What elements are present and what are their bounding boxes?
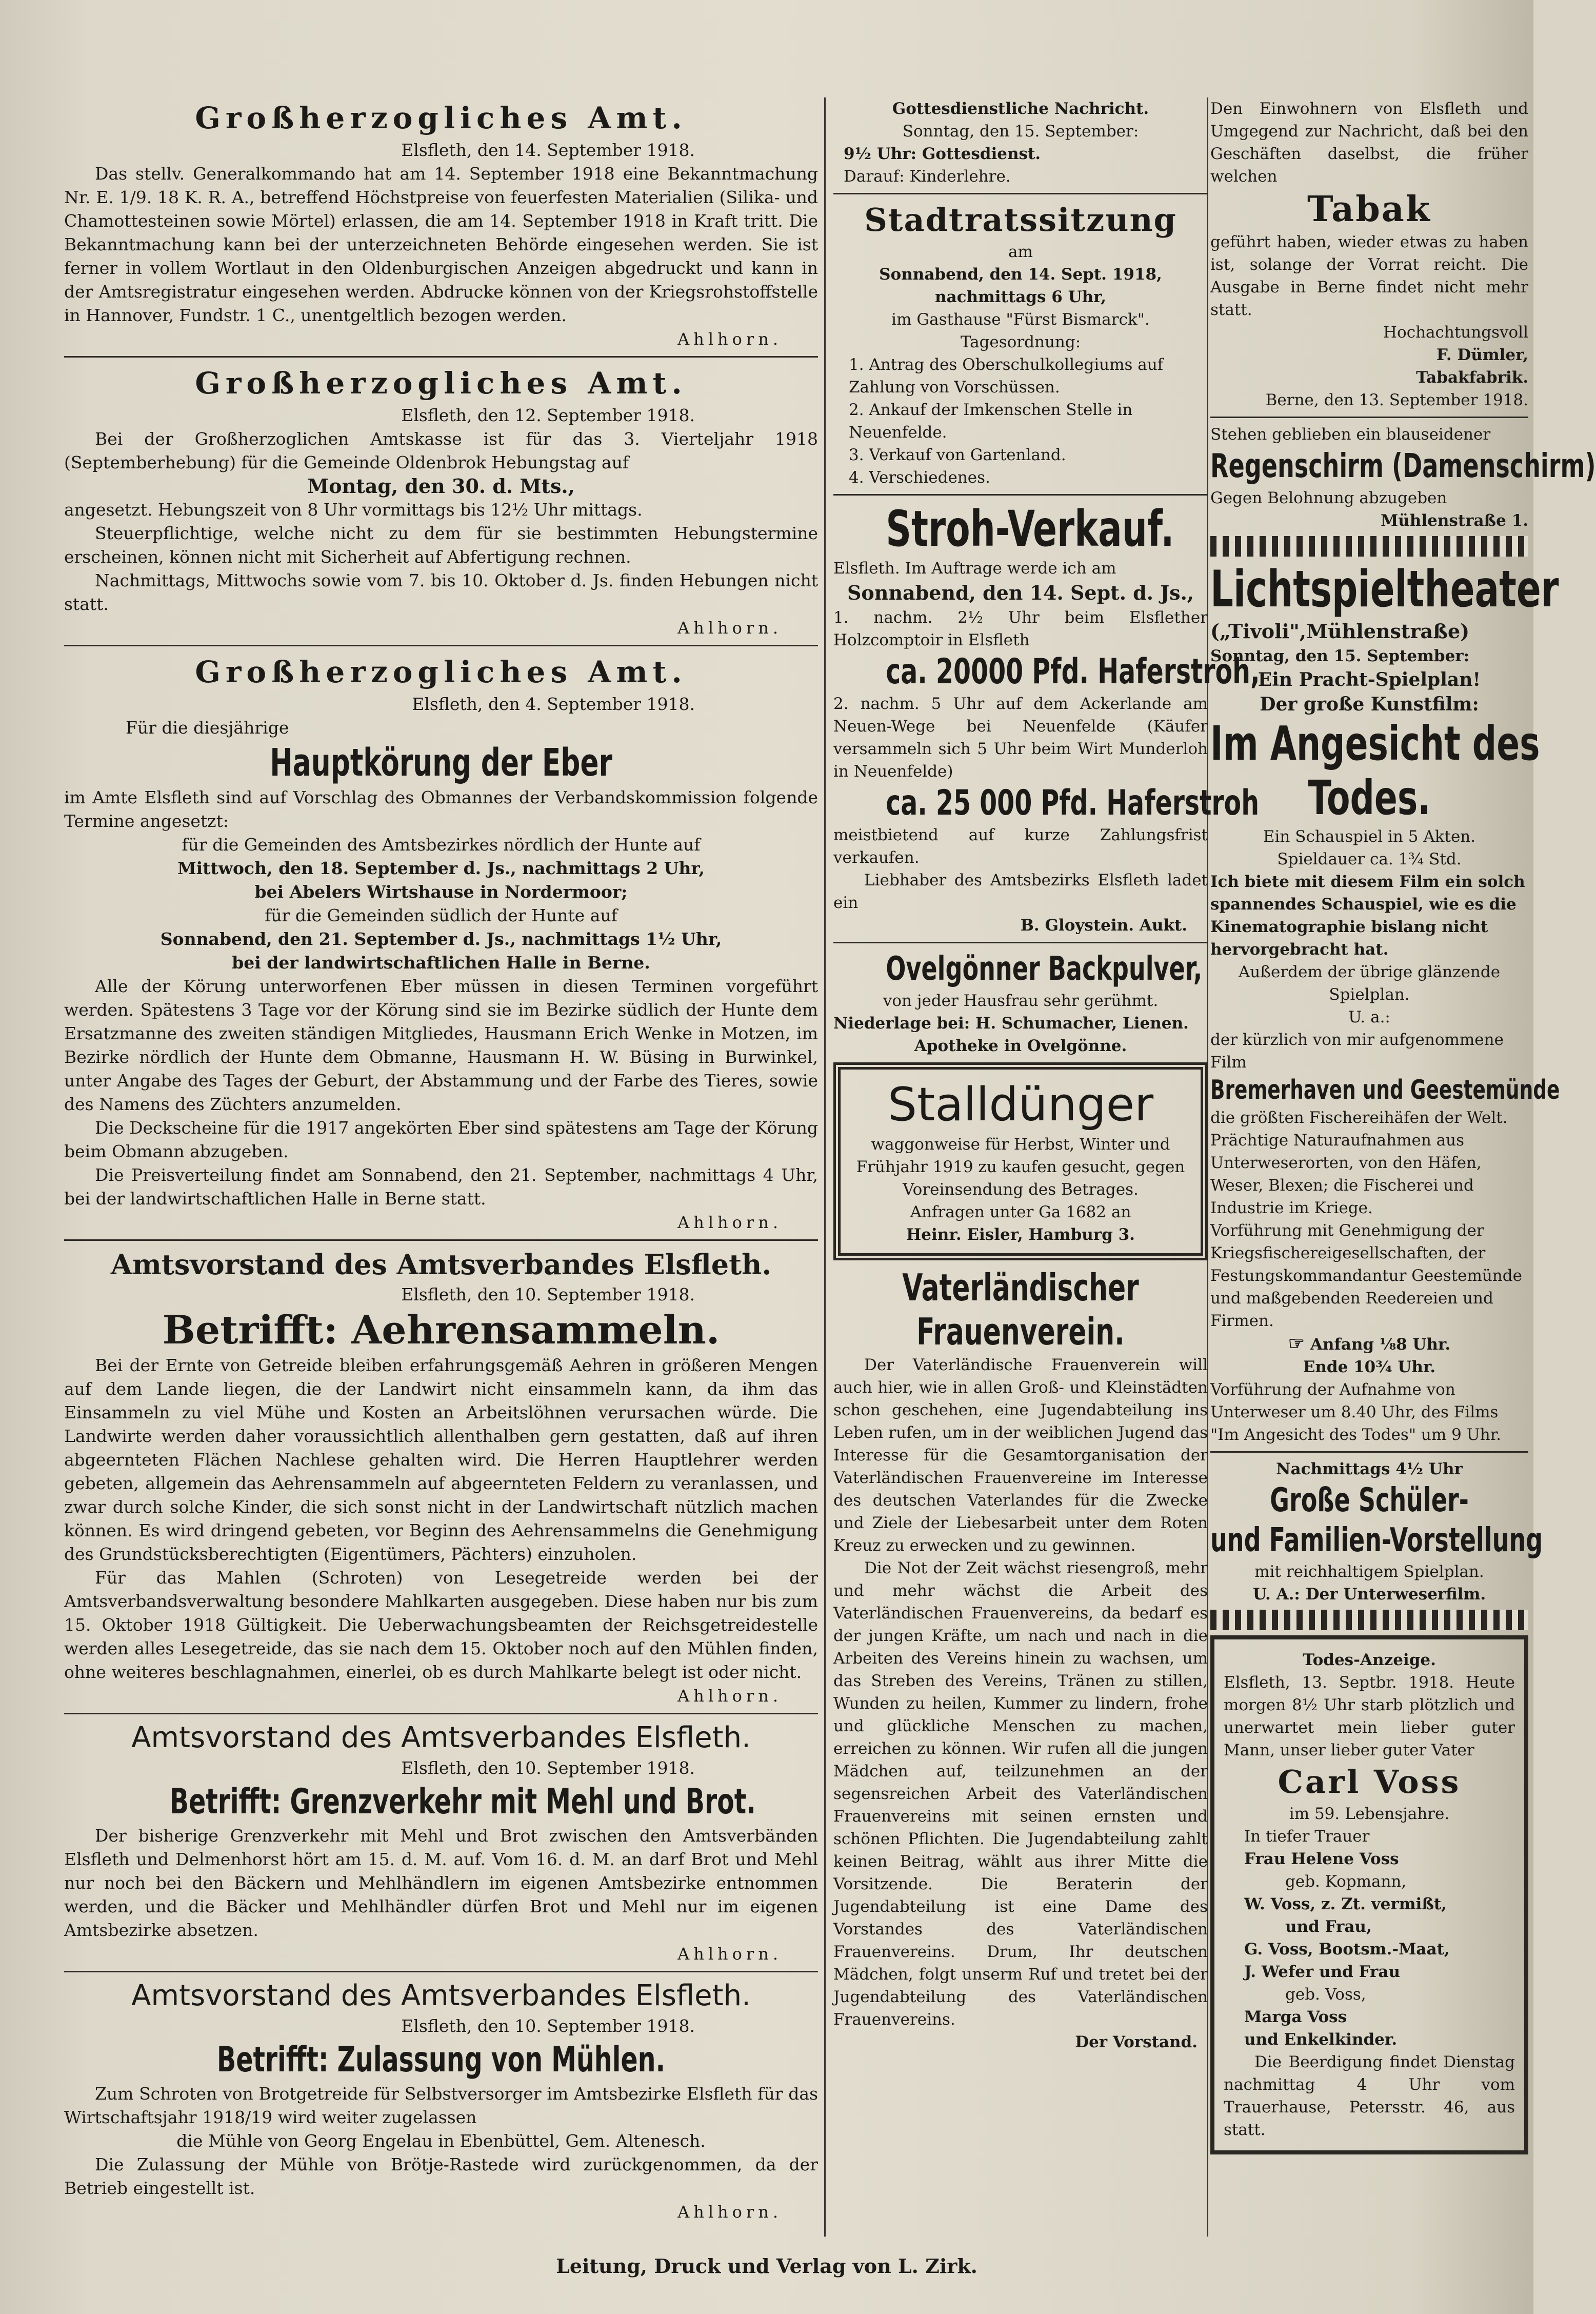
ad-where: im Gasthause "Fürst Bismarck". <box>891 310 1150 329</box>
ad-signature: B. Gloystein. Aukt. <box>1020 916 1187 935</box>
mourner: Marga Voss <box>1244 2008 1347 2026</box>
ad-text: Der Vaterländische Frauenverein will auch hier, wie in allen Groß- und Kleinstädten schon geschehen, eine Jugendabteilung ins Leben rufen, um in der weiblichen Jugend das Interesse für die Gesamtorganisation der Vaterländischen Frauenvereine im Interesse des deutschen Vaterlandes für die Zwecke und Ziele der Liebesarbeit unter dem Roten Kreuz zu erwecken und zu gewinnen. <box>833 1356 1208 1555</box>
film-title: Im Angesicht des <box>1210 716 1540 771</box>
notice-hoechstpreise <box>64 97 818 351</box>
mourner: W. Voss, z. Zt. vermißt, <box>1244 1895 1447 1913</box>
ad-line: Ende 10¾ Uhr. <box>1303 1358 1436 1376</box>
ad-amount: ca. 25 000 Pfd. Haferstroh <box>886 783 1260 823</box>
ad-sign: Hochachtungsvoll <box>1383 323 1528 342</box>
notice-text: Die Deckscheine für die 1917 angekörten Eber sind spätestens am Tage der Körung beim Obmann abzugeben. <box>64 1118 818 1161</box>
agenda-item: 2. Ankauf der Imkenschen Stelle in Neuenfelde. <box>849 401 1133 442</box>
divider <box>64 645 818 646</box>
ad-death-notice <box>1210 1635 1528 2154</box>
notice-text: Das stellv. Generalkommando hat am 14. September 1918 eine Bekanntmachung Nr. E. 1/9. 18 K. R. A., betreffend Höchstpreise von feuerfesten Materialien (Silika- und Chamottesteinen sowie Mörtel) erlassen, die am 14. September 1918 in Kraft tritt. Die Bekanntmachung kann bei der unterzeichneten Behörde eingesehen werden. Sie ist ferner in vollem Wortlaut in den Oldenburgischen Anzeigen abgedruckt und kann in der Amtsregistratur eingesehen werden. Abdrucke können von der Kriegsrohstoffstelle in Hannover, Fundstr. 1 C., unentgeltlich bezogen werden. <box>64 164 818 325</box>
agenda-item: 1. Antrag des Oberschulkollegiums auf Zahlung von Vorschüssen. <box>849 355 1164 397</box>
notice-signature: Ahlhorn. <box>677 1686 782 1706</box>
ad-text: Stehen geblieben ein blauseidener <box>1210 425 1491 444</box>
ad-line: mit reichhaltigem Spielplan. <box>1254 1563 1484 1581</box>
ad-text: Den Einwohnern von Elsfleth und Umgegend zur Nachricht, daß bei den Geschäften daselbst, die früher welchen <box>1210 100 1528 186</box>
notice-text: Alle der Körung unterworfenen Eber müssen in diesen Terminen vorgeführt werden. Spätestens 3 Tage vor der Körung sind sie im Bezirke südlich der Hunte dem Ersatzmanne des zweiten ständigen Mitgliedes, Hausmann Erich Wenke in Motzen, im Bezirke nördlich der Hunte dem Obmanne, Hausmann H. W. Büsing in Burwinkel, unter Angabe des Tages der Geburt, der Abstammung und der Farbe des Tieres, sowie des Namens des Züchters anzumelden. <box>64 976 818 1114</box>
mourner: und Frau, <box>1285 1917 1372 1936</box>
notice-date: Elsfleth, den 10. September 1918. <box>401 2016 695 2036</box>
ad-line: Ein Schauspiel in 5 Akten. <box>1263 827 1476 846</box>
ad-date: Sonntag, den 15. September: <box>1210 647 1470 665</box>
notice-hebungstag <box>64 363 818 640</box>
ad-text: von jeder Hausfrau sehr gerühmt. <box>883 992 1159 1010</box>
ad-line: Der große Kunstfilm: <box>1260 694 1479 715</box>
ad-date: Berne, den 13. September 1918. <box>1265 391 1528 409</box>
notice-text: im Amte Elsfleth sind auf Vorschlag des Obmannes der Verbandskommission folgende Termine angesetzt: <box>64 787 818 831</box>
ad-line <box>1210 1332 1528 1356</box>
ad-stallduenger <box>833 1062 1208 1260</box>
divider <box>64 1713 818 1714</box>
ad-text: Elsfleth. Im Auftrage werde ich am <box>833 559 1116 578</box>
notice-grenzverkehr <box>64 1719 818 1966</box>
ad-headline: und Familien-Vorstellung <box>1210 1521 1543 1559</box>
notice-title: Amtsvorstand des Amtsverbandes Elsfleth. <box>131 1979 751 2012</box>
notice-headline: Hauptkörung der Eber <box>270 741 612 785</box>
ad-line: die größten Fischereihäfen der Welt. Prächtige Naturaufnahmen aus Unterweserorten, von den Häfen, Weser, Blexen; die Fischerei und Industrie im Kriege. <box>1210 1109 1508 1217</box>
notice-line: bei der landwirtschaftlichen Halle in Berne. <box>232 953 650 973</box>
notice-signature: Ahlhorn. <box>677 1213 782 1232</box>
notice-text: Die Preisverteilung findet am Sonnabend, den 21. September, nachmittags 4 Uhr, bei der landwirtschaftlichen Halle in Berne statt. <box>64 1165 818 1209</box>
ad-text: meistbietend auf kurze Zahlungsfrist verkaufen. <box>833 826 1208 867</box>
notice-text: Steuerpflichtige, welche nicht zu dem für sie bestimmten Hebungstermine erscheinen, können nicht mit Sicherheit auf Abfertigung rechnen. <box>64 523 818 567</box>
notice-text: Die Zulassung der Mühle von Brötje-Rastede wird zurückgenommen, da der Betrieb eingestellt ist. <box>64 2154 818 2198</box>
ad-line: Ich biete mit diesem Film ein solch spannendes Schauspiel, wie es die Kinematographie bislang nicht hervorgebracht hat. <box>1210 873 1525 959</box>
ad-line: Spieldauer ca. 1¾ Std. <box>1277 850 1462 868</box>
ad-church <box>833 97 1208 188</box>
ad-line: der kürzlich von mir aufgenommene Film <box>1210 1031 1504 1072</box>
ad-umbrella <box>1210 423 1596 532</box>
notice-signature: Ahlhorn. <box>677 618 782 638</box>
ad-title: Regenschirm (Damenschirm) <box>1210 447 1596 485</box>
ad-frauenverein <box>833 1265 1208 2053</box>
ad-line: Darauf: Kinderlehre. <box>844 167 1011 186</box>
notice-title: Amtsvorstand des Amtsverbandes Elsfleth. <box>110 1248 772 1281</box>
notice-title: Großherzogliches Amt. <box>195 366 687 401</box>
notice-date: Elsfleth, den 14. September 1918. <box>401 140 695 160</box>
ad-offer: Anfragen unter Ga 1682 an <box>910 1203 1131 1221</box>
notice-text: die Mühle von Georg Engelau in Ebenbüttel, Gem. Altenesch. <box>176 2131 706 2151</box>
ad-text: am <box>1008 243 1033 261</box>
notice-title: Großherzogliches Amt. <box>195 101 687 135</box>
ad-when: Sonnabend, den 14. Sept. d. Js., <box>847 581 1194 604</box>
notice-title: Großherzogliches Amt. <box>195 655 687 689</box>
divider <box>833 942 1208 943</box>
notice-line: für die Gemeinden des Amtsbezirkes nördlich der Hunte auf <box>182 835 701 855</box>
mourner: geb. Voss, <box>1285 1985 1366 2004</box>
notice-text: Der bisherige Grenzverkehr mit Mehl und Brot zwischen den Amtsverbänden Elsfleth und Delmenhorst hört am 15. d. M. auf. Vom 16. d. M. an darf Brot und Mehl nur noch bei den Bäckern und Mehlhändlern im eigenen Amtsbezirke entnommen werden, und die Bäcker und Mehlhändler dürfen Brot und Mehl nur im eigenen Amtsbezirke absetzen. <box>64 1826 818 1940</box>
notice-date: Elsfleth, den 12. September 1918. <box>401 405 695 425</box>
ad-line: Ein Pracht-Spielplan! <box>1258 669 1481 690</box>
notice-text: Zum Schroten von Brotgetreide für Selbstversorger im Amtsbezirke Elsfleth für das Wirtschaftsjahr 1918/19 wird weiter zugelassen <box>64 2084 818 2127</box>
ad-text: Die Beerdigung findet Dienstag nachmittag 4 Uhr vom Trauerhause, Petersstr. 46, aus statt. <box>1224 2053 1515 2139</box>
film-title: Todes. <box>1308 770 1431 825</box>
column-left <box>64 97 818 2224</box>
ad-text: Gegen Belohnung abzugeben <box>1210 489 1447 507</box>
divider <box>64 356 818 358</box>
ad-title: Ovelgönner Backpulver, <box>886 950 1203 988</box>
ad-text: Elsfleth, 13. Septbr. 1918. Heute morgen 8½ Uhr starb plötzlich und unerwartet mein lieber guter Mann, unser lieber guter Vater <box>1224 1673 1515 1759</box>
notice-title: Amtsvorstand des Amtsverbandes Elsfleth. <box>131 1721 751 1754</box>
notice-date: Elsfleth, den 10. September 1918. <box>401 1758 695 1778</box>
column-rule-1 <box>824 97 826 2237</box>
notice-text: Für das Mahlen (Schroten) von Lesegetreide werden bei der Amtsverbandsverwaltung besondere Mahlkarten ausgegeben. Diese haben nur bis zum 15. Oktober 1918 Gültigkeit. Die Ueberwachungsbeamten der Reichsgetreidestelle werden alles Lesegetreide, das sie nach dem 15. Oktober noch auf den Mühlen finden, ohne weiteres beschlagnahmen, einerlei, ob es durch Mahlkarte belegt ist oder nicht. <box>64 1568 818 1682</box>
notice-text: Bei der Ernte von Getreide bleiben erfahrungsgemäß Aehren in größeren Mengen auf dem Lande liegen, die der Landwirt nicht einsammeln kann, da ihm das Einsammeln zu viel Mühe und Kosten an Arbeitslöhnen verursachen würde. Die Landwirte werden daher voraussichtlich allenthalben gern gestatten, daß auf ihren abgeernteten Flächen Nachlese gehalten wird. Die Herren Hauptlehrer werden gebeten, allgemein das Aehrensammeln auf abgeernteten Feldern zu veranlassen, und zwar durch solche Kinder, die sich sonst nicht in der Landwirtschaft nützlich machen können. Es wird dringend gebeten, vor Beginn des Aehrensammelns die Genehmigung des Grundstücksberechtigten (Eigentümers, Pächters) einzuholen. <box>64 1355 818 1564</box>
ad-title: Lichtspieltheater <box>1210 560 1559 619</box>
ad-line: Nachmittags 4½ Uhr <box>1276 1460 1463 1478</box>
notice-hauptkoerung <box>64 651 818 1234</box>
notice-muehlen <box>64 1977 818 2224</box>
notice-headline: Betrifft: Zulassung von Mühlen. <box>216 2040 666 2080</box>
notice-pretext: Für die diesjährige <box>126 718 289 738</box>
ad-date: Sonntag, den 15. September: <box>902 122 1139 141</box>
ad-line: Außerdem der übrige glänzende Spielplan. <box>1238 963 1501 1004</box>
divider <box>1210 417 1528 418</box>
ad-address: Heinr. Eisler, Hamburg 3. <box>906 1225 1135 1244</box>
border-stripe <box>1210 1610 1528 1630</box>
ad-sign: F. Dümler, <box>1436 346 1528 364</box>
ad-backpulver <box>833 948 1208 1057</box>
ad-text: Apotheke in Ovelgönne. <box>914 1037 1127 1055</box>
notice-headline: Betrifft: Aehrensammeln. <box>162 1307 720 1353</box>
ad-text: 2. nachm. 5 Uhr auf dem Ackerlande am Neuen-Wege bei Neuenfelde (Käufer versammeln sich 5 Uhr beim Wirt Munderloh in Neuenfelde) <box>833 695 1208 781</box>
notice-signature: Ahlhorn. <box>677 1944 782 1964</box>
ad-text: Niederlage bei: H. Schumacher, Lienen. <box>833 1014 1189 1033</box>
ad-line: Bremerhaven und Geestemünde <box>1210 1075 1560 1105</box>
ad-text: waggonweise für Herbst, Winter und Frühjahr 1919 zu kaufen gesucht, gegen Voreinsendung des Betrages. <box>856 1135 1185 1199</box>
ad-text: im 59. Lebensjahre. <box>1289 1805 1450 1823</box>
divider <box>64 1239 818 1241</box>
notice-text: Nachmittags, Mittwochs sowie vom 7. bis 10. Oktober d. Js. finden Hebungen nicht statt. <box>64 570 818 614</box>
ad-name: Carl Voss <box>1278 1763 1461 1801</box>
agenda-item: 4. Verschiedenes. <box>849 468 990 487</box>
ad-title: Gottesdienstliche Nachricht. <box>892 100 1149 118</box>
ad-title: Tabak <box>1307 189 1431 230</box>
notice-date: Elsfleth, den 10. September 1918. <box>401 1284 695 1304</box>
ad-text: Liebhaber des Amtsbezirks Elsfleth ladet ein <box>833 871 1208 912</box>
notice-aehrensammeln <box>64 1246 818 1708</box>
ad-text: In tiefer Trauer <box>1244 1827 1370 1846</box>
mourner: geb. Kopmann, <box>1285 1872 1407 1891</box>
divider <box>64 1971 818 1972</box>
ad-text: geführt haben, wieder etwas zu haben ist, solange der Vorrat reicht. Die Ausgabe in Berne findet nicht mehr statt. <box>1210 233 1528 319</box>
ad-straw <box>833 500 1260 937</box>
divider <box>1210 1451 1528 1453</box>
ad-line: 9½ Uhr: Gottesdienst. <box>844 145 1041 163</box>
ad-text: Die Not der Zeit wächst riesengroß, mehr und mehr wächst die Arbeit des Vaterländischen Frauenvereins, da bedarf es der jungen Kräfte, um nach und nach in die Arbeiten des Vereins hinein zu wachsen, um das Streben des Vereins, Tränen zu stillen, Wunden zu heilen, Kummer zu lindern, frohe und glückliche Menschen zu machen, erreichen zu können. Wir rufen all die jungen Mädchen auf, teilzunehmen an der segensreichen Arbeit des Vaterländischen Frauenvereins mit seinen ernsten und schönen Pflichten. Die Jugendabteilung zahlt keinen Beitrag, wählt aus ihrer Mitte die Vorsitzende. Die Beraterin der Jugendabteilung ist eine Dame des Vorstandes des Vaterländischen Frauenvereins. Drum, Ihr deutschen Mädchen, folgt unserm Ruf und tretet bei der Jugendabteilung des Vaterländischen Frauenvereins. <box>833 1559 1208 2029</box>
mourner: Frau Helene Voss <box>1244 1850 1399 1868</box>
ad-headline: Große Schüler- <box>1270 1481 1469 1519</box>
ad-line: Vorführung der Aufnahme von Unterweser um 8.40 Uhr, des Films "Im Angesicht des Todes" um 9 Uhr. <box>1210 1380 1502 1444</box>
column-middle <box>833 97 1260 2053</box>
notice-text: angesetzt. Hebungszeit von 8 Uhr vormittags bis 12½ Uhr mittags. <box>64 500 643 520</box>
mourner: J. Wefer und Frau <box>1244 1963 1401 1981</box>
pointing-hand-icon: ☞ <box>1288 1333 1305 1354</box>
ad-line: Vorführung mit Genehmigung der Kriegsfischereigesellschaften, der Festungskommandantur Geestemünde und maßgebenden Reedereien und Firmen. <box>1210 1221 1522 1330</box>
notice-text: Bei der Großherzoglichen Amtskasse ist für das 3. Vierteljahr 1918 (Septemberhebung) für die Gemeinde Oldenbrok Hebungstag auf <box>64 429 818 472</box>
ad-cinema <box>1210 560 1560 1606</box>
notice-line: bei Abelers Wirtshause in Nordermoor; <box>254 882 628 902</box>
ad-sign: Tabakfabrik. <box>1416 368 1528 387</box>
notice-headline: Betrifft: Grenzverkehr mit Mehl und Brot. <box>169 1782 756 1822</box>
ad-title: Todes-Anzeige. <box>1303 1651 1436 1669</box>
ad-text: 1. nachm. 2½ Uhr beim Elsflether Holzcomptoir in Elsfleth <box>833 608 1208 649</box>
column-right <box>1210 97 1596 2160</box>
ad-title: Stroh-Verkauf. <box>886 500 1174 558</box>
ad-signature: Der Vorstand. <box>1075 2033 1198 2051</box>
agenda-item: 3. Verkauf von Gartenland. <box>849 446 1066 464</box>
ad-tobacco <box>1210 97 1528 411</box>
notice-date: Elsfleth, den 4. September 1918. <box>412 694 695 714</box>
ad-venue: („Tivoli",Mühlenstraße) <box>1210 620 1470 643</box>
mourner: und Enkelkinder. <box>1244 2030 1398 2049</box>
ad-title: Vaterländischer <box>902 1266 1139 1309</box>
border-stripe <box>1210 536 1528 557</box>
notice-highlight: Montag, den 30. d. Mts., <box>307 474 575 498</box>
ad-when: Sonnabend, den 14. Sept. 1918, nachmittags 6 Uhr, <box>879 265 1162 306</box>
notice-signature: Ahlhorn. <box>677 329 782 349</box>
divider <box>833 494 1208 496</box>
ad-time: Anfang ⅛8 Uhr. <box>1310 1335 1451 1354</box>
ad-title: Stalldünger <box>887 1078 1154 1132</box>
ad-line: U. a.: <box>1348 1008 1390 1026</box>
ad-agenda-label: Tagesordnung: <box>960 333 1081 351</box>
ad-title: Stadtratssitzung <box>864 201 1177 239</box>
mourner: G. Voss, Bootsm.-Maat, <box>1244 1940 1450 1959</box>
notice-line: Mittwoch, den 18. September d. Js., nachmittags 2 Uhr, <box>177 858 705 878</box>
divider <box>833 193 1208 194</box>
ad-address: Mühlenstraße 1. <box>1380 511 1528 530</box>
ad-amount: ca. 20000 Pfd. Haferstroh, <box>886 651 1260 692</box>
notice-line: Sonnabend, den 21. September d. Js., nachmittags 1½ Uhr, <box>160 929 722 949</box>
notice-line: für die Gemeinden südlich der Hunte auf <box>265 905 617 925</box>
notice-signature: Ahlhorn. <box>677 2202 782 2222</box>
ad-title: Frauenverein. <box>916 1310 1125 1353</box>
ad-line: U. A.: Der Unterweserfilm. <box>1252 1585 1486 1604</box>
ad-council <box>833 200 1208 489</box>
imprint-footer: Leitung, Druck und Verlag von L. Zirk. <box>556 2254 977 2278</box>
